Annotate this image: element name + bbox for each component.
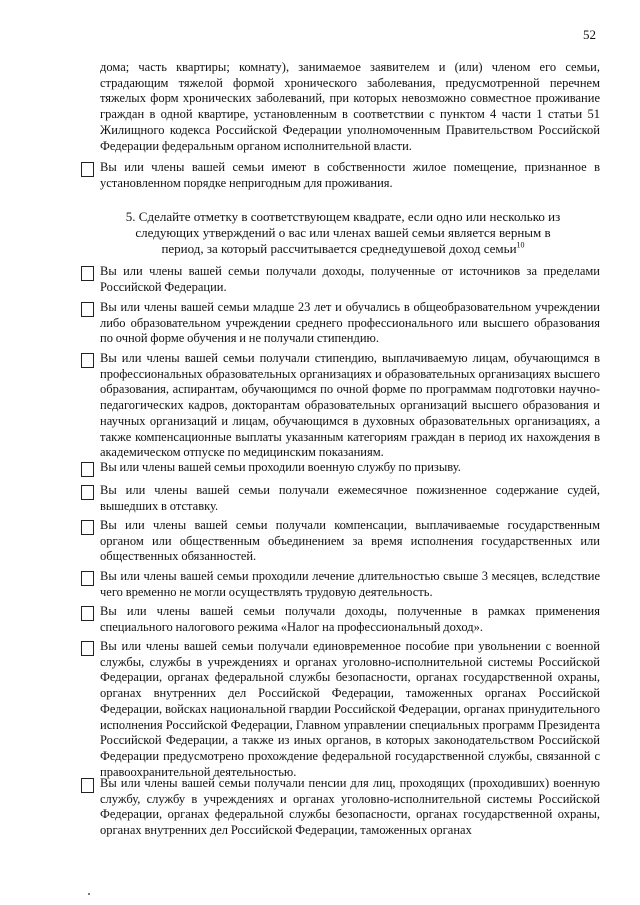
section-instruction <box>118 209 568 257</box>
scan-artifact <box>88 893 90 895</box>
list-item-text: Вы или члены вашей семьи младше 23 лет и обучались в общеобразовательном учреждении либо образовательном учреждении среднего профессионального или высшего образования по очной форме обучения и не получали стипендию. <box>100 300 600 346</box>
checkbox[interactable] <box>81 266 94 281</box>
list-item-text: Вы или члены вашей семьи получали ежемесячное пожизненное содержание судей, вышедших в отставку. <box>100 483 600 513</box>
list-item <box>100 569 600 600</box>
instruction-text: 5. Сделайте отметку в соответствующем квадрате, если одно или несколько из следующих утверждений о вас или членах вашей семьи является верным в период, за который рассчитывается среднедушевой доход семьи <box>125 209 561 256</box>
list-item <box>100 483 600 514</box>
continuation-paragraph: дома; часть квартиры; комнату), занимаемое заявителем и (или) членом его семьи, страдающим тяжелой формой хронического заболевания, предусмотренной перечнем тяжелых форм хронических заболеваний, при которых невозможно совместное проживание граждан в одной квартире, установленным в соответствии с пунктом 4 части 1 статьи 51 Жилищного кодекса Российской Федерации уполномоченным Правительством Российской Федерации федеральным органом исполнительной власти. <box>100 60 600 153</box>
checkbox[interactable] <box>81 353 94 368</box>
list-item <box>100 264 600 295</box>
list-item-text: Вы или члены вашей семьи получали пенсии для лиц, проходящих (проходивших) военную службу, службу в учреждениях и органах уголовно-исполнительной системы Российской Федерации, органах федеральной службы безопасности, органах государственной охраны, органах внутренних дел Российской Федерации, таможенных органах <box>100 776 600 838</box>
checkbox[interactable] <box>81 485 94 500</box>
checkbox[interactable] <box>81 520 94 535</box>
list-item <box>100 604 600 635</box>
checkbox[interactable] <box>81 641 94 656</box>
list-item <box>100 160 600 191</box>
list-item <box>100 639 600 780</box>
checkbox[interactable] <box>81 162 94 177</box>
checkbox[interactable] <box>81 571 94 586</box>
list-item-text: Вы или члены вашей семьи имеют в собственности жилое помещение, признанное в установленном порядке непригодным для проживания. <box>100 160 600 190</box>
list-item-text: Вы или члены вашей семьи проходили военную службу по призыву. <box>100 460 461 474</box>
list-item <box>100 351 600 461</box>
checkbox[interactable] <box>81 462 94 477</box>
list-item-text: Вы или члены вашей семьи проходили лечение длительностью свыше 3 месяцев, вследствие чего временно не могли осуществлять трудовую деятельность. <box>100 569 600 599</box>
list-item-text: Вы или члены вашей семьи получали стипендию, выплачиваемую лицам, обучающимся в профессиональных образовательных организациях и образовательных организациях высшего образования, аспирантам, обучающимся по очной форме по программам подготовки научно-педагогических кадров, докторантам образовательных организаций высшего образования и научных организаций и лицам, обучающимся в духовных образовательных организациях, а также компенсационные выплаты указанным категориям граждан в период их нахождения в академическом отпуске по медицинским показаниям. <box>100 351 600 460</box>
list-item <box>100 776 600 839</box>
list-item-text: Вы или члены вашей семьи получали доходы, полученные в рамках применения специального налогового режима «Налог на профессиональный доход». <box>100 604 600 634</box>
checkbox[interactable] <box>81 302 94 317</box>
footnote-ref: 10 <box>516 240 525 250</box>
list-item-text: Вы или члены вашей семьи получали доходы, полученные от источников за пределами Российской Федерации. <box>100 264 600 294</box>
list-item-text: Вы или члены вашей семьи получали компенсации, выплачиваемые государственным органом или общественным объединением за время исполнения государственных или общественных обязанностей. <box>100 518 600 564</box>
list-item <box>100 460 600 476</box>
page-number: 52 <box>583 27 596 42</box>
list-item <box>100 300 600 347</box>
list-item <box>100 518 600 565</box>
list-item-text: Вы или члены вашей семьи получали единовременное пособие при увольнении с военной службы, службы в учреждениях и органах уголовно-исполнительной системы Российской Федерации, органах федеральной службы безопасности, органах государственной охраны, органах внутренних дел Российской Федерации, таможенных органах Российской Федерации, войсках национальной гвардии Российской Федерации, органах принудительного исполнения Российской Федерации, Главном управлении специальных программ Президента Российской Федерации, а также из иных органов, в которых законодательством Российской Федерации предусмотрено прохождение федеральной государственной службы, связанной с правоохранительной деятельностью. <box>100 639 600 779</box>
checkbox[interactable] <box>81 606 94 621</box>
checkbox[interactable] <box>81 778 94 793</box>
